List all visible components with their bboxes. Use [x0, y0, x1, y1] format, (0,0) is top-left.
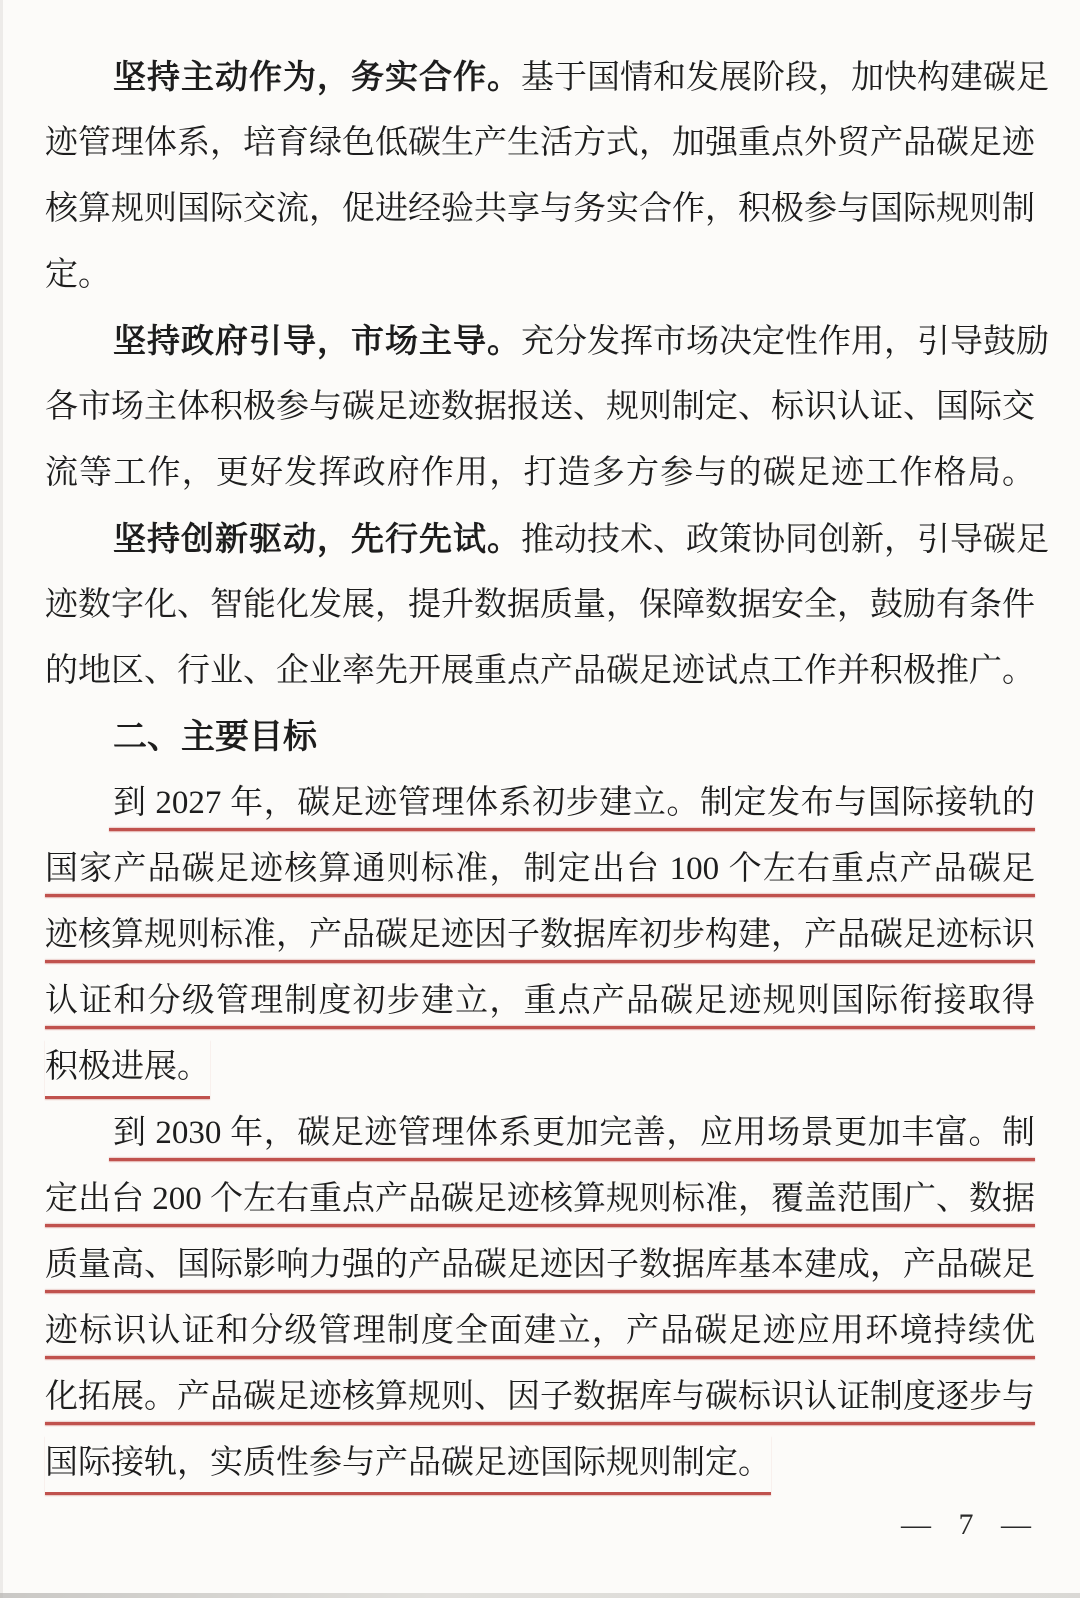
text-line-underlined: 迹标识认证和分级管理制度全面建立，产品碳足迹应用环境持续优	[45, 1298, 1035, 1364]
text-line-underlined: 认证和分级管理制度初步建立，重点产品碳足迹规则国际衔接取得	[45, 968, 1035, 1034]
underlined-text: 国际接轨，实质性参与产品碳足迹国际规则制定。	[45, 1436, 771, 1495]
text-line: 流等工作，更好发挥政府作用，打造多方参与的碳足迹工作格局。	[45, 455, 1035, 491]
paragraph-text: 基于国情和发展阶段，加快构建碳足	[521, 60, 1049, 96]
paragraph-2030-goals	[45, 1100, 1035, 1496]
paragraph-government-guidance	[45, 308, 1049, 506]
paragraph-innovation-driven	[45, 506, 1049, 704]
text-line-underlined: 到 2030 年，碳足迹管理体系更加完善，应用场景更加丰富。制	[45, 1100, 1035, 1166]
text-line: 核算规则国际交流，促进经验共享与务实合作，积极参与国际规则制	[45, 191, 1035, 227]
page-number: — 7 —	[901, 1508, 1033, 1541]
text-line	[45, 506, 1049, 572]
text-line-underlined: 迹核算规则标准，产品碳足迹因子数据库初步构建，产品碳足迹标识	[45, 902, 1035, 968]
paragraph-text: 充分发挥市场决定性作用，引导鼓励	[521, 324, 1049, 360]
text-line-underlined: 到 2027 年，碳足迹管理体系初步建立。制定发布与国际接轨的	[45, 770, 1035, 836]
paragraph-2027-goals	[45, 770, 1035, 1100]
paragraph-proactive-cooperation	[45, 44, 1049, 308]
section-heading: 二、主要目标	[113, 718, 317, 756]
page-content	[45, 44, 1049, 1496]
text-line: 迹管理体系，培育绿色低碳生产生活方式，加强重点外贸产品碳足迹	[45, 125, 1035, 161]
text-line: 定。	[45, 257, 111, 293]
paragraph-lead: 坚持政府引导，市场主导。	[113, 322, 521, 359]
text-line-underlined	[45, 1430, 1035, 1496]
text-line: 迹数字化、智能化发展，提升数据质量，保障数据安全，鼓励有条件	[45, 587, 1035, 623]
text-line	[45, 44, 1049, 110]
text-line-underlined: 质量高、国际影响力强的产品碳足迹因子数据库基本建成，产品碳足	[45, 1232, 1035, 1298]
text-line-underlined: 化拓展。产品碳足迹核算规则、因子数据库与碳标识认证制度逐步与	[45, 1364, 1035, 1430]
paragraph-lead: 坚持主动作为，务实合作。	[113, 58, 521, 95]
text-line-underlined: 定出台 200 个左右重点产品碳足迹核算规则标准，覆盖范围广、数据	[45, 1166, 1035, 1232]
text-line: 的地区、行业、企业率先开展重点产品碳足迹试点工作并积极推广。	[45, 653, 1035, 689]
paragraph-lead: 坚持创新驱动，先行先试。	[113, 520, 521, 557]
text-line-underlined	[45, 1034, 1035, 1100]
text-line	[45, 308, 1049, 374]
paragraph-text: 推动技术、政策协同创新，引导碳足	[521, 522, 1049, 558]
text-line-underlined: 国家产品碳足迹核算通则标准，制定出台 100 个左右重点产品碳足	[45, 836, 1035, 902]
underlined-text: 积极进展。	[45, 1040, 210, 1099]
text-line: 各市场主体积极参与碳足迹数据报送、规则制定、标识认证、国际交	[45, 389, 1035, 425]
